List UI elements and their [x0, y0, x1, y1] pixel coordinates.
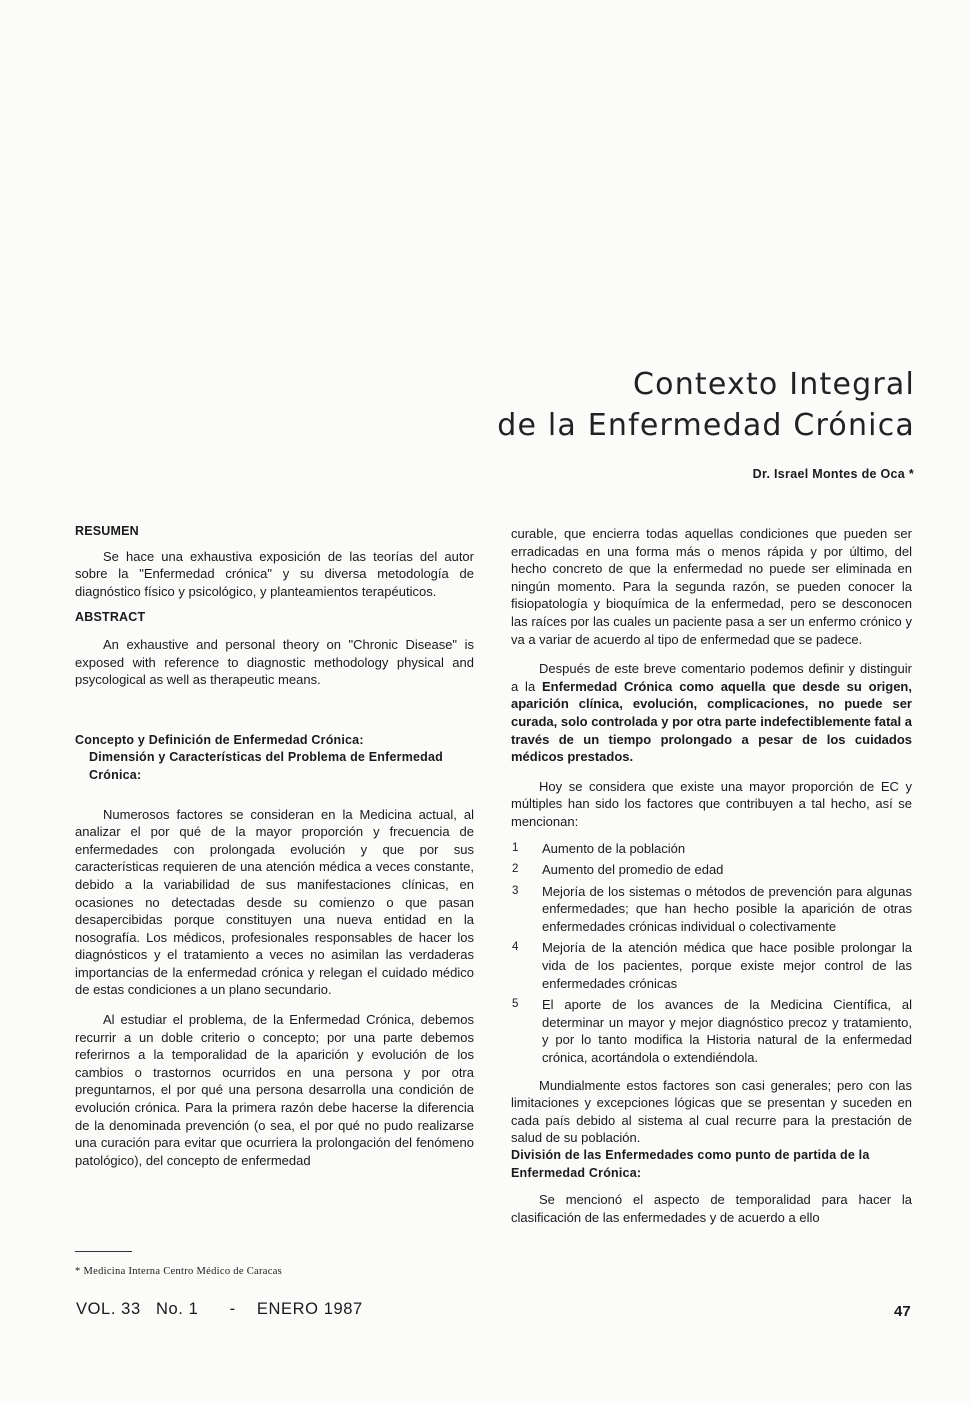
- resumen-heading: RESUMEN: [75, 524, 139, 538]
- author-byline: Dr. Israel Montes de Oca *: [752, 467, 914, 481]
- list-item-number: 1: [512, 841, 519, 854]
- definition-intro: Después de este breve comentario podemos definir y distinguir a la: [511, 661, 912, 694]
- section1-paragraph-2: Al estudiar el problema, de la Enfermedad Crónica, debemos recurrir a un doble criterio o concepto; por una parte debemos referirnos a la temporalidad de la aparición y evolución de los cambios o trastornos ocurridos en una persona y por otra preguntarnos, el por qué una persona desarrolla una condición de evolución crónica. Para la primera razón debe hacerse la diferencia de la denominada prevención (o sea, el por qué no pudo realizarse una curación para evitar que ocurriera la prolongación del fenómeno patológico), del concepto de enfermedad: [75, 1012, 474, 1168]
- list-item: [511, 939, 912, 992]
- abstract-text: An exhaustive and personal theory on "Chronic Disease" is exposed with reference to diagnostic methodology physical and psycological as well as therapeutic means.: [75, 636, 474, 688]
- footer-date: ENERO 1987: [256, 1300, 363, 1318]
- list-item-text: Mejoría de los sistemas o métodos de prevención para algunas enfermedades; que han hecho posible la aparición de otras enfermedades crónicas individual o colectivamente: [542, 883, 912, 934]
- definition-paragraph: [511, 660, 912, 766]
- list-item-number: 5: [512, 998, 519, 1011]
- list-item-number: 4: [512, 941, 519, 954]
- footnote: * Medicina Interna Centro Médico de Caracas: [75, 1266, 283, 1277]
- factors-list: [511, 840, 912, 1067]
- abstract-heading: ABSTRACT: [75, 610, 146, 625]
- list-item-text: Aumento del promedio de edad: [542, 862, 724, 878]
- list-item-text: Aumento de la población: [542, 840, 686, 856]
- right-paragraph-4: Mundialmente estos factores son casi generales; pero con las limitaciones y excepciones lógicas que se presentan y suceden en cada país debido al sistema al cual recurre para la prestación de salud de su población.: [511, 1077, 912, 1146]
- list-item-text: Mejoría de la atención médica que hace posible prolongar la vida de los pacientes, porque existe mejor control de las enfermedades crónicas: [542, 940, 912, 991]
- footer-number: No. 1: [155, 1300, 199, 1318]
- list-item: [511, 996, 912, 1066]
- right-paragraph-5: Se mencionó el aspecto de temporalidad para hacer la clasificación de las enfermedades y de acuerdo a ello: [511, 1192, 912, 1225]
- definition-bold: Enfermedad Crónica como aquella que desde su origen, aparición clínica, evolución, complicaciones, no puede ser curada, solo controlada y por otra parte indefectiblemente fatal a través de un tiempo prolongado a pesar de los cuidados médicos prestados.: [511, 678, 912, 765]
- list-item: [511, 861, 912, 879]
- right-column: [511, 525, 912, 1226]
- section-heading-division: División de las Enfermedades como punto de partida de la Enfermedad Crónica:: [511, 1148, 870, 1180]
- footnote-divider: [75, 1251, 132, 1252]
- factors-intro: Hoy se considera que existe una mayor proporción de EC y múltiples han sido los factores que contribuyen a tal hecho, así se mencionan:: [511, 778, 912, 829]
- list-item: [511, 883, 912, 936]
- section1-paragraph-1: Numerosos factores se consideran en la Medicina actual, al analizar el por qué de la mayor proporción y frecuencia de enfermedades con prolongada evolución y que por sus características requieren de una atención médica a veces constante, debido a la variabilidad de sus manifestaciones clínicas, en ocasiones no detectadas desde su comienzo o que pasan desapercibidas porque constituyen una nueva entidad en la nosografía. Los médicos, profesionales responsables de hacer los diagnósticos y el tratamiento a veces no asimilan las verdaderas importancias de la enfermedad crónica y relegan el cuidado médico de estas condiciones a un plano secundario.: [75, 806, 474, 998]
- list-item-number: 3: [512, 884, 519, 897]
- title-line-1: Contexto Integral: [633, 367, 915, 402]
- footer-volume: VOL. 33: [76, 1300, 141, 1318]
- journal-footer: [76, 1300, 373, 1319]
- section-heading-concept: Concepto y Definición de Enfermedad Crónica:: [75, 732, 364, 747]
- title-line-2: de la Enfermedad Crónica: [497, 408, 915, 443]
- footer-dash: -: [229, 1300, 236, 1318]
- list-item: [511, 840, 912, 858]
- list-item-text: El aporte de los avances de la Medicina Científica, al determinar un mayor y mejor diagnóstico precoz y tratamiento, y por lo tanto modifica la Historia natural de la enfermedad crónica, acortándola o extendiéndola.: [542, 997, 912, 1066]
- page-number: 47: [894, 1303, 911, 1320]
- resumen-text: Se hace una exhaustiva exposición de las teorías del autor sobre la "Enfermedad crónica" y su diversa metodología de diagnóstico físico y psicológico, y planteamientos terapéuticos.: [75, 548, 474, 599]
- list-item-number: 2: [512, 863, 519, 876]
- left-column: [75, 523, 474, 1169]
- right-paragraph-1: curable, que encierra todas aquellas condiciones que pueden ser erradicadas en una forma más o menos rápida y por último, del hecho concreto de que la enfermedad no puede ser eliminada en ningún momento. Para la segunda razón, se pueden conocer la fisiopatología y bioquímica de la enfermedad, pero se desconocen las raíces por las cuales un paciente pasa a ser un enfermo crónico y va a variar de acuerdo al tipo de enfermedad que se padece.: [511, 526, 912, 647]
- section-subheading-dimension: Dimensión y Características del Problema de Enfermedad Crónica:: [89, 750, 443, 782]
- article-title: [420, 364, 915, 446]
